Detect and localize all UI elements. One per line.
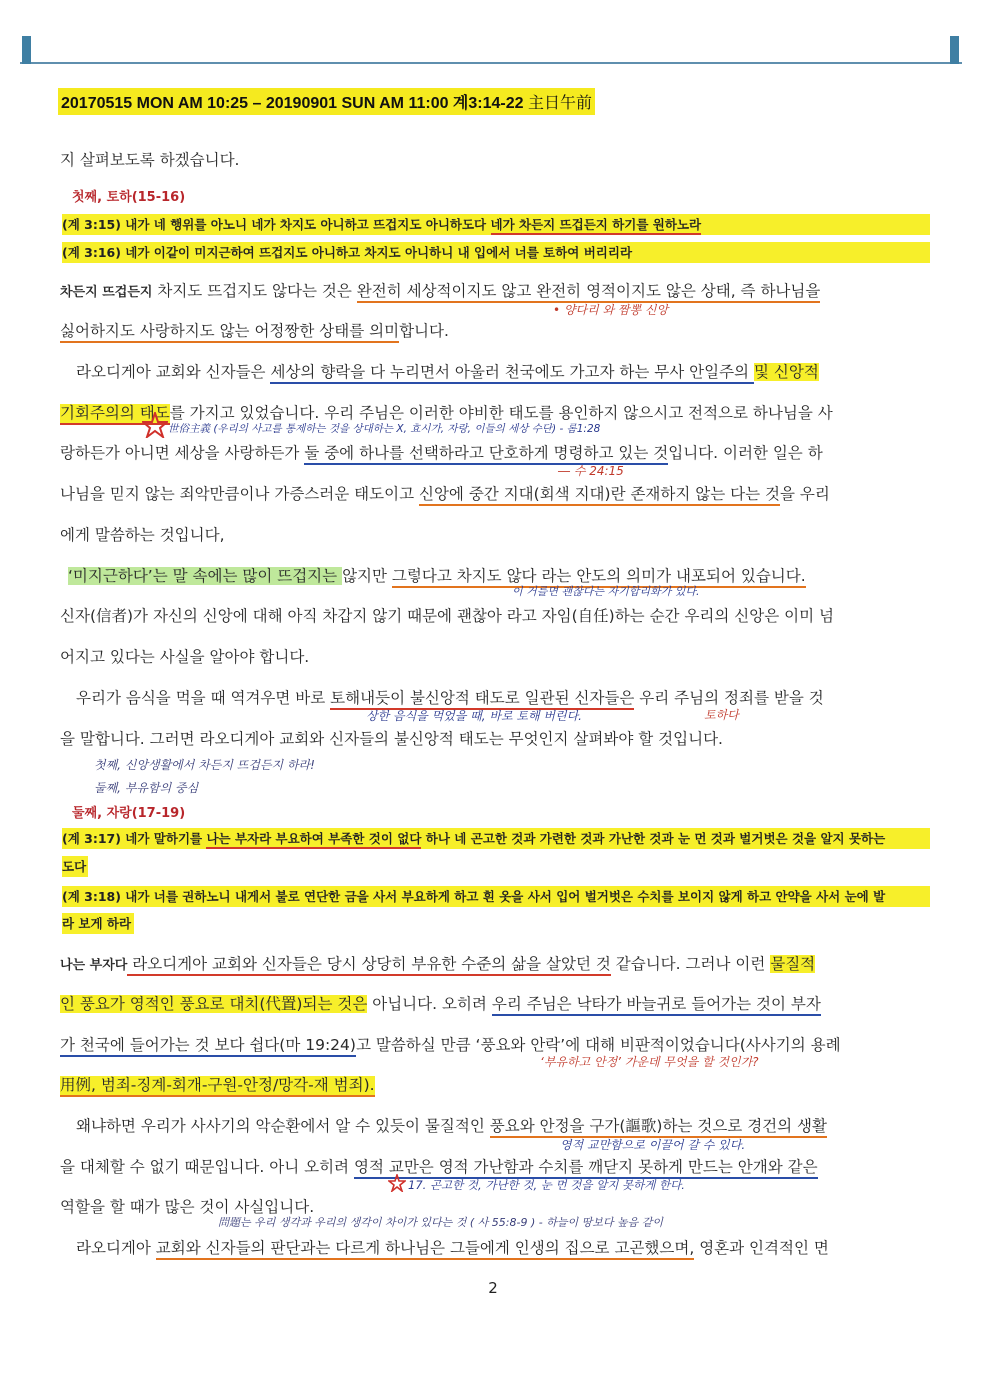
margin-note: • 양다리 와 짬뽕 신앙 — [553, 303, 669, 317]
paragraph-line: 왜냐하면 우리가 사사기의 악순환에서 알 수 있듯이 물질적인 풍요와 안정을 구가(謳歌)하는 것으로 경건의 생활 — [76, 1114, 931, 1136]
margin-note: 이 거를면 괜찮다는 자기합리화가 있다. — [512, 585, 700, 598]
paragraph-line: 을 대체할 수 없기 때문입니다. 아니 오히려 영적 교만은 영적 가난함과 수치를 깨닫지 못하게 만드는 안개와 같은 — [60, 1155, 930, 1177]
document-header — [58, 88, 595, 115]
header-tab-right — [950, 36, 959, 64]
page-number: 2 — [488, 1279, 498, 1297]
paragraph-line: 어지고 있다는 사실을 알아야 합니다. — [60, 648, 310, 666]
margin-note: 첫째, 신앙생활에서 차든지 뜨겁든지 하라! — [94, 758, 315, 772]
margin-note: 영적 교만함으로 이끌어 갈 수 있다. — [560, 1138, 746, 1152]
paragraph-line: 나는 부자다 라오디게아 교회와 신자들은 당시 상당히 부유한 수준의 삶을 살았던 것 같습니다. 그러나 이런 물질적 — [60, 952, 930, 974]
header-tab-left — [22, 36, 31, 64]
paragraph-line: 차든지 뜨겁든지 차지도 뜨겁지도 않다는 것은 완전히 세상적이지도 않고 완전히 영적이지도 않은 상태, 즉 하나님을 — [60, 279, 930, 301]
verse-3-15: (계 3:15) 내가 네 행위를 아노니 네가 차지도 아니하고 뜨겁지도 아니하도다 네가 차든지 뜨겁든지 하기를 원하노라 — [62, 214, 930, 235]
verse-3-18-cont: 라 보게 하라 — [62, 913, 134, 934]
paragraph-line: 싫어하지도 사랑하지도 않는 어정짱한 상태를 의미합니다. — [60, 319, 930, 341]
star-mark-icon — [142, 412, 168, 438]
paragraph-line: 나님을 믿지 않는 죄악만큼이나 가증스러운 태도이고 신앙에 중간 지대(회색 지대)란 존재하지 않는 다는 것을 우리 — [60, 482, 930, 504]
paragraph-line: 기회주의의 태도를 가지고 있었습니다. 우리 주님은 이러한 야비한 태도를 용인하지 않으시고 전적으로 하나님을 사 — [60, 401, 930, 423]
verse-3-17: (계 3:17) 네가 말하기를 나는 부자라 부요하여 부족한 것이 없다 하나 네 곤고한 것과 가련한 것과 가난한 것과 눈 먼 것과 벌거벗은 것을 알지 못하는 — [62, 828, 930, 849]
paragraph-line: 역할을 할 때가 많은 것이 사실입니다. — [60, 1198, 315, 1216]
section-heading-second: 둘째, 자랑(17-19) — [72, 806, 186, 821]
paragraph-line: 랑하든가 아니면 세상을 사랑하든가 둘 중에 하나를 선택하라고 단호하게 명령하고 있는 것입니다. 이러한 일은 하 — [60, 441, 930, 463]
paragraph-line: 인 풍요가 영적인 풍요로 대치(代置)되는 것은 아닙니다. 오히려 우리 주님은 낙타가 바늘귀로 들어가는 것이 부자 — [60, 992, 930, 1014]
header-rule — [20, 62, 962, 64]
margin-note: 17. 곤고한 것, 가난한 것, 눈 먼 것을 알지 못하게 한다. — [408, 1178, 685, 1192]
paragraph-line: 을 말합니다. 그러면 라오디게아 교회와 신자들의 불신앙적 태도는 무엇인지 살펴봐야 할 것입니다. — [60, 730, 723, 748]
paragraph-line: 신자(信者)가 자신의 신앙에 대해 아직 차갑지 않기 때문에 괜찮아 라고 자임(自任)하는 순간 우리의 신앙은 이미 넘 — [60, 607, 834, 625]
margin-note: ‘부유하고 안정’ 가운데 무엇을 할 것인가? — [540, 1055, 759, 1069]
star-mark-icon — [388, 1174, 406, 1192]
header-dates: 20170515 MON AM 10:25 – 20190901 SUN AM 11:00 계3:14-22 — [61, 95, 524, 112]
verse-3-17-cont: 도다 — [62, 856, 88, 877]
paragraph-line: 라오디게아 교회와 신자들은 세상의 향락을 다 누리면서 아울러 천국에도 가고자 하는 무사 안일주의 및 신앙적 — [76, 360, 931, 382]
margin-note: ― 수 24:15 — [558, 464, 624, 478]
section-heading-first: 첫째, 토하(15-16) — [72, 190, 186, 205]
paragraph-line: 우리가 음식을 먹을 때 역겨우면 바로 토해내듯이 불신앙적 태도로 일관된 신자들은 우리 주님의 정죄를 받을 것 — [76, 686, 931, 708]
paragraph-line: 지 살펴보도록 하겠습니다. — [60, 151, 240, 169]
verse-3-18: (계 3:18) 내가 너를 권하노니 내게서 불로 연단한 금을 사서 부요하게 하고 흰 옷을 사서 입어 벌거벗은 수치를 보이지 않게 하고 안약을 사서 눈에 발 — [62, 886, 930, 907]
paragraph-line: 라오디게아 교회와 신자들의 판단과는 다르게 하나님은 그들에게 인생의 집으로 고곤했으며, 영혼과 인격적인 면 — [76, 1236, 931, 1258]
margin-note: 둘째, 부유함의 중심 — [94, 781, 199, 795]
margin-note: 問題는 우리 생각과 우리의 생각이 차이가 있다는 것 ( 사 55:8-9 ) - 하늘이 땅보다 높음 같이 — [218, 1216, 663, 1229]
paragraph-line: ‘미지근하다’는 말 속에는 많이 뜨겁지는 않지만 그렇다고 차지도 않다 라는 안도의 의미가 내포되어 있습니다. — [68, 564, 930, 586]
header-service: 主日午前 — [528, 93, 593, 112]
paragraph-line: 에게 말씀하는 것입니다, — [60, 526, 225, 544]
paragraph-line: 가 천국에 들어가는 것 보다 쉽다(마 19:24)고 말씀하실 만큼 ‘풍요와 안락’에 대해 비판적이었습니다(사사기의 용례 — [60, 1033, 930, 1055]
margin-note: 토하다 — [704, 708, 739, 722]
paragraph-line: 用例, 범죄-징계-회개-구원-안정/망각-재 범죄). — [60, 1073, 930, 1095]
margin-note: 世俗主義 (우리의 사고를 통제하는 것을 상대하는 X, 효시가, 자랑, 이들의 세상 수단) - 롬1:28 — [168, 423, 601, 435]
margin-note: 상한 음식을 먹었을 때, 바로 토해 버린다. — [366, 709, 582, 723]
verse-3-16: (계 3:16) 네가 이같이 미지근하여 뜨겁지도 아니하고 차지도 아니하니 내 입에서 너를 토하여 버리리라 — [62, 242, 930, 263]
